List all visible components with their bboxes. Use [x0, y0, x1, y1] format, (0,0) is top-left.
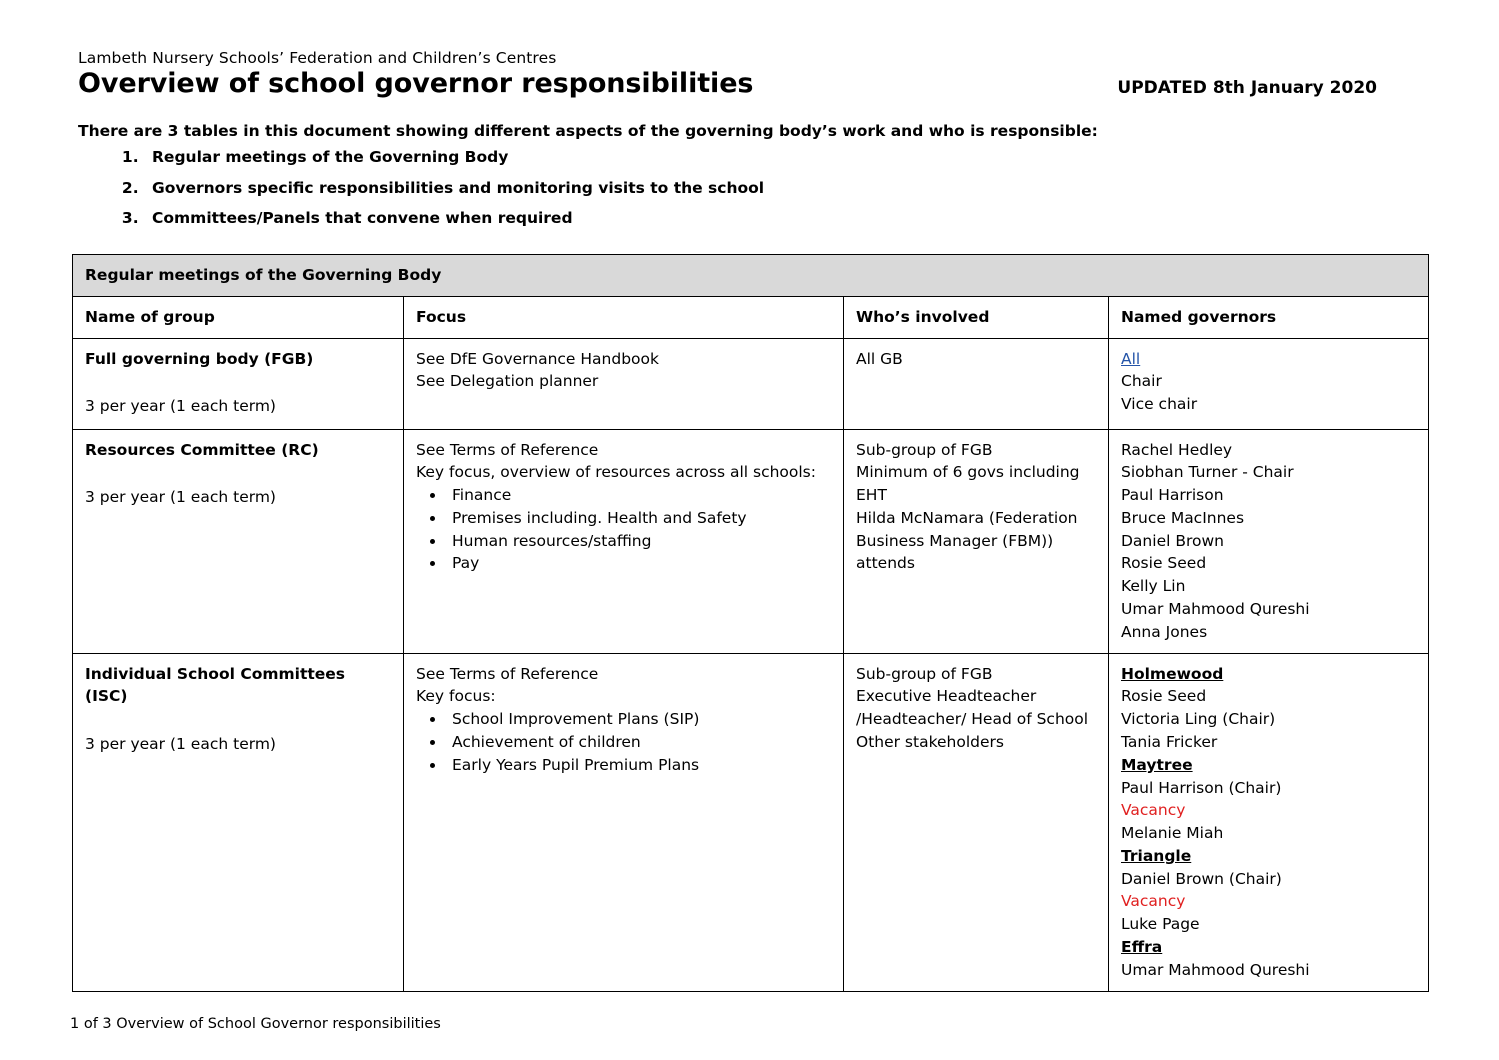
- involved-line: Hilda McNamara (Federation Business Manager (FBM)) attends: [856, 508, 1078, 573]
- all-governors-link[interactable]: All: [1121, 349, 1141, 368]
- focus-bullet: • Premises including. Health and Safety: [446, 507, 832, 530]
- group-frequency: 3 per year (1 each term): [85, 735, 276, 754]
- governor-entry: Paul Harrison (Chair): [1121, 778, 1282, 797]
- focus-bullet: • Finance: [446, 484, 832, 507]
- school-heading-triangle: Triangle: [1121, 846, 1192, 865]
- governor-list: [1121, 439, 1417, 644]
- cell-named-governors: [1109, 429, 1429, 653]
- involved-line: Sub-group of FGB: [856, 440, 993, 459]
- school-heading-holmewood: Holmewood: [1121, 664, 1224, 683]
- table-banner-row: [73, 255, 1429, 297]
- governor-entry: Chair: [1121, 372, 1162, 391]
- focus-line: See Delegation planner: [416, 372, 599, 391]
- school-heading-effra: Effra: [1121, 937, 1163, 956]
- governor-entry: Anna Jones: [1121, 622, 1208, 641]
- governor-entry: [1121, 348, 1417, 371]
- cell-group-name: [73, 429, 404, 653]
- governor-entry: Paul Harrison: [1121, 486, 1224, 505]
- cell-whos-involved: [844, 429, 1109, 653]
- focus-lines: [416, 348, 832, 394]
- focus-bullet: • Early Years Pupil Premium Plans: [446, 754, 832, 777]
- governor-entry: Melanie Miah: [1121, 824, 1224, 843]
- governance-table-wrapper: [72, 254, 1428, 992]
- vacancy-entry: Vacancy: [1121, 801, 1186, 820]
- governor-entry: Rachel Hedley: [1121, 440, 1233, 459]
- governor-entry: Rosie Seed: [1121, 554, 1207, 573]
- group-name: Resources Committee (RC): [85, 440, 319, 459]
- cell-group-name: [73, 653, 404, 991]
- group-name: Individual School Committees (ISC): [85, 664, 346, 706]
- column-header-focus: Focus: [404, 296, 844, 338]
- focus-line: See Terms of Reference: [416, 664, 599, 683]
- governor-entry: Victoria Ling (Chair): [1121, 710, 1276, 729]
- governor-entry: Daniel Brown (Chair): [1121, 869, 1282, 888]
- governor-list: [1121, 348, 1417, 416]
- governor-entry: Vice chair: [1121, 395, 1198, 414]
- table-banner: Regular meetings of the Governing Body: [73, 255, 1429, 297]
- updated-date: UPDATED 8th January 2020: [1117, 78, 1377, 98]
- cell-focus: [404, 653, 844, 991]
- focus-bullet-list: [416, 484, 832, 575]
- column-header-named-governors: Named governors: [1109, 296, 1429, 338]
- governor-entry: Luke Page: [1121, 915, 1200, 934]
- focus-line: See DfE Governance Handbook: [416, 349, 659, 368]
- focus-lines: [416, 663, 832, 709]
- governor-entry: Umar Mahmood Qureshi: [1121, 960, 1310, 979]
- organisation-name: Lambeth Nursery Schools’ Federation and Children’s Centres: [78, 49, 557, 67]
- involved-lines: [856, 439, 1097, 576]
- cell-focus: [404, 429, 844, 653]
- focus-bullet-list: [416, 708, 832, 776]
- focus-line: Key focus:: [416, 687, 496, 706]
- list-item: 2. Governors specific responsibilities and monitoring visits to the school: [144, 179, 764, 197]
- table-row: [73, 338, 1429, 429]
- involved-line: All GB: [856, 349, 903, 368]
- cell-named-governors: [1109, 338, 1429, 429]
- governor-entry: Umar Mahmood Qureshi: [1121, 600, 1310, 619]
- focus-lines: [416, 439, 832, 485]
- vacancy-entry: Vacancy: [1121, 892, 1186, 911]
- focus-line: See Terms of Reference: [416, 440, 599, 459]
- list-item: 1. Regular meetings of the Governing Body: [144, 148, 764, 166]
- group-name: Full governing body (FGB): [85, 349, 314, 368]
- list-item: 3. Committees/Panels that convene when required: [144, 209, 764, 227]
- governor-entry: Kelly Lin: [1121, 577, 1186, 596]
- cell-whos-involved: [844, 653, 1109, 991]
- involved-line: Sub-group of FGB: [856, 664, 993, 683]
- table-row: [73, 653, 1429, 991]
- governor-entry: Siobhan Turner - Chair: [1121, 463, 1294, 482]
- focus-bullet: • Pay: [446, 552, 832, 575]
- intro-list: [110, 148, 764, 240]
- focus-bullet: • Human resources/staffing: [446, 530, 832, 553]
- school-heading-maytree: Maytree: [1121, 755, 1193, 774]
- governor-entry: Daniel Brown: [1121, 531, 1224, 550]
- cell-whos-involved: [844, 338, 1109, 429]
- cell-group-name: [73, 338, 404, 429]
- table-row: [73, 429, 1429, 653]
- column-header-name-of-group: Name of group: [73, 296, 404, 338]
- involved-lines: [856, 663, 1097, 754]
- involved-line: Executive Headteacher /Headteacher/ Head of School: [856, 687, 1089, 729]
- regular-meetings-table: [72, 254, 1429, 992]
- focus-line: Key focus, overview of resources across all schools:: [416, 463, 816, 482]
- table-header-row: [73, 296, 1429, 338]
- governor-entry: Bruce MacInnes: [1121, 508, 1245, 527]
- cell-named-governors: [1109, 653, 1429, 991]
- focus-bullet: • School Improvement Plans (SIP): [446, 708, 832, 731]
- governor-list: [1121, 663, 1417, 982]
- group-frequency: 3 per year (1 each term): [85, 397, 276, 416]
- group-frequency: 3 per year (1 each term): [85, 488, 276, 507]
- intro-lead: There are 3 tables in this document showing different aspects of the governing body’s work and who is responsible:: [78, 122, 1098, 140]
- focus-bullet: • Achievement of children: [446, 731, 832, 754]
- governor-entry: Rosie Seed: [1121, 687, 1207, 706]
- involved-lines: [856, 348, 1097, 371]
- involved-line: Minimum of 6 govs including EHT: [856, 463, 1080, 505]
- page-title: Overview of school governor responsibilities: [78, 68, 754, 99]
- page-footer: 1 of 3 Overview of School Governor responsibilities: [70, 1016, 441, 1032]
- governor-entry: Tania Fricker: [1121, 732, 1218, 751]
- column-header-whos-involved: Who’s involved: [844, 296, 1109, 338]
- involved-line: Other stakeholders: [856, 732, 1004, 751]
- cell-focus: [404, 338, 844, 429]
